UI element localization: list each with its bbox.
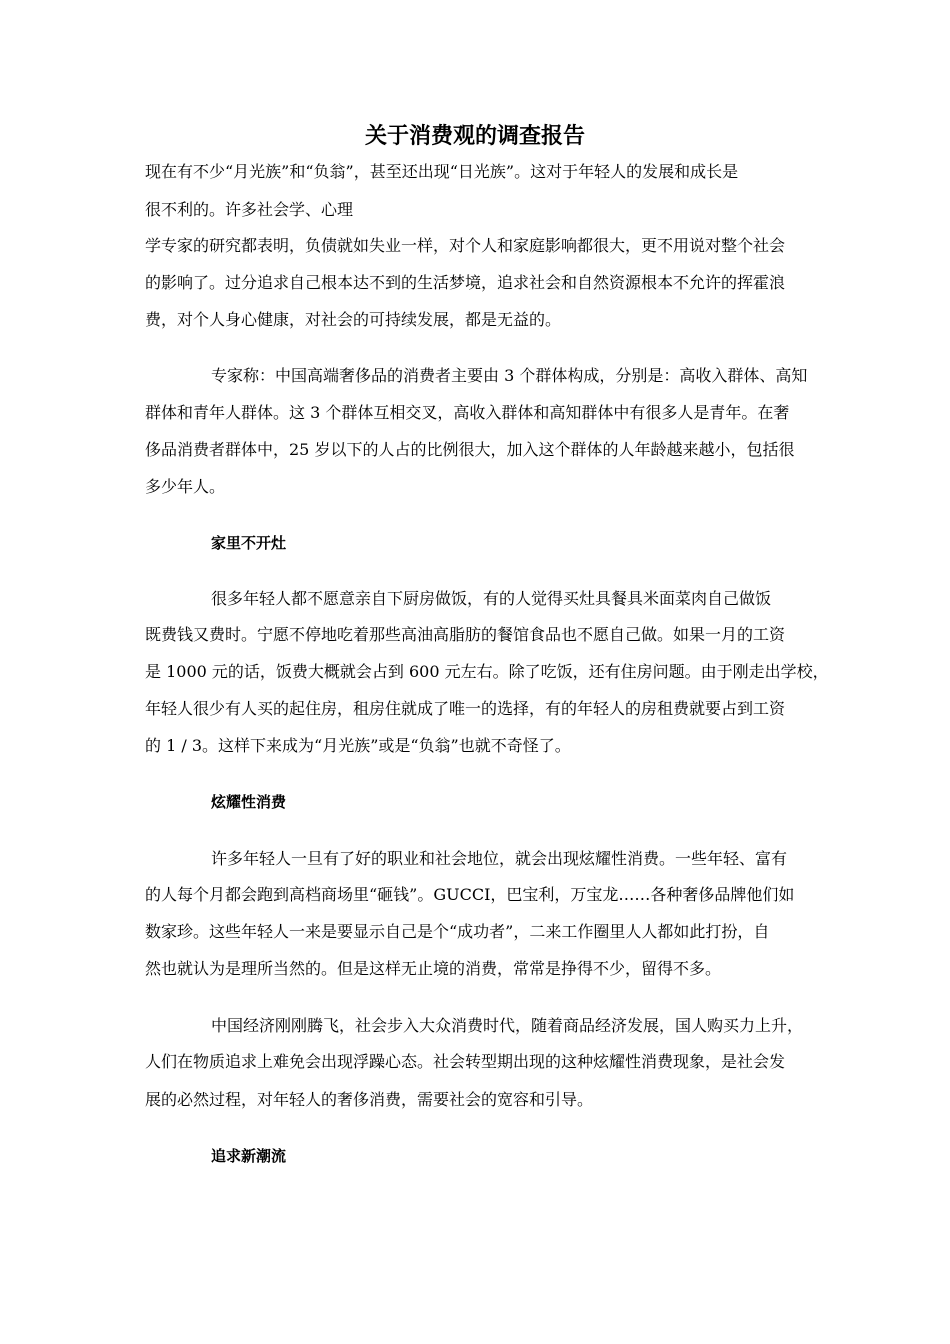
- section-heading: 炫耀性消费: [211, 793, 287, 811]
- section2-line: 许多年轻人一旦有了好的职业和社会地位，就会出现炫耀性消费。一些年轻、富有: [211, 849, 788, 868]
- intro-line: 学专家的研究都表明，负债就如失业一样，对个人和家庭影响都很大，更不用说对整个社会: [145, 236, 786, 255]
- intro-line: 的影响了。过分追求自己根本达不到的生活梦境，追求社会和自然资源根本不允许的挥霍浪: [145, 273, 786, 292]
- section1-line: 很多年轻人都不愿意亲自下厨房做饭，有的人觉得买灶具餐具米面菜肉自己做饭: [211, 589, 772, 608]
- expert-line: 侈品消费者群体中，25 岁以下的人占的比例很大，加入这个群体的人年龄越来越小，包括很: [145, 440, 795, 459]
- intro-line: 很不利的。许多社会学、心理: [145, 200, 354, 219]
- section2-line: 然也就认为是理所当然的。但是这样无止境的消费，常常是挣得不少，留得不多。: [145, 959, 722, 978]
- section1-line: 的 1 / 3。这样下来成为“月光族”或是“负翁”也就不奇怪了。: [145, 736, 571, 755]
- section2-line: 中国经济刚刚腾飞，社会步入大众消费时代，随着商品经济发展，国人购买力上升，: [211, 1016, 804, 1035]
- section2-line: 展的必然过程，对年轻人的奢侈消费，需要社会的宽容和引导。: [145, 1090, 594, 1109]
- section2-line: 数家珍。这些年轻人一来是要显示自己是个“成功者”，二来工作圈里人人都如此打扮，自: [145, 922, 770, 941]
- section1-line: 是 1000 元的话，饭费大概就会占到 600 元左右。除了吃饭，还有住房问题。由于刚走出学校，: [145, 662, 829, 681]
- intro-line: 现在有不少“月光族”和“负翁”，甚至还出现“日光族”。这对于年轻人的发展和成长是: [145, 162, 739, 181]
- expert-line: 多少年人。: [145, 477, 226, 496]
- section-heading: 追求新潮流: [211, 1147, 287, 1165]
- section2-line: 人们在物质追求上难免会出现浮躁心态。社会转型期出现的这种炫耀性消费现象，是社会发: [145, 1052, 786, 1071]
- section1-line: 既费钱又费时。宁愿不停地吃着那些高油高脂肪的餐馆食品也不愿自己做。如果一月的工资: [145, 625, 786, 644]
- section-heading: 家里不开灶: [211, 534, 287, 552]
- expert-line: 专家称：中国高端奢侈品的消费者主要由 3 个群体构成，分别是：高收入群体、高知: [211, 366, 808, 385]
- expert-line: 群体和青年人群体。这 3 个群体互相交叉，高收入群体和高知群体中有很多人是青年。在奢: [145, 403, 790, 422]
- section1-line: 年轻人很少有人买的起住房，租房住就成了唯一的选择，有的年轻人的房租费就要占到工资: [145, 699, 786, 718]
- section2-line: 的人每个月都会跑到高档商场里“砸钱”。GUCCI，巴宝利，万宝龙……各种奢侈品牌他们如: [145, 885, 795, 904]
- intro-line: 费，对个人身心健康，对社会的可持续发展，都是无益的。: [145, 310, 562, 329]
- document-title: 关于消费观的调查报告: [364, 123, 585, 149]
